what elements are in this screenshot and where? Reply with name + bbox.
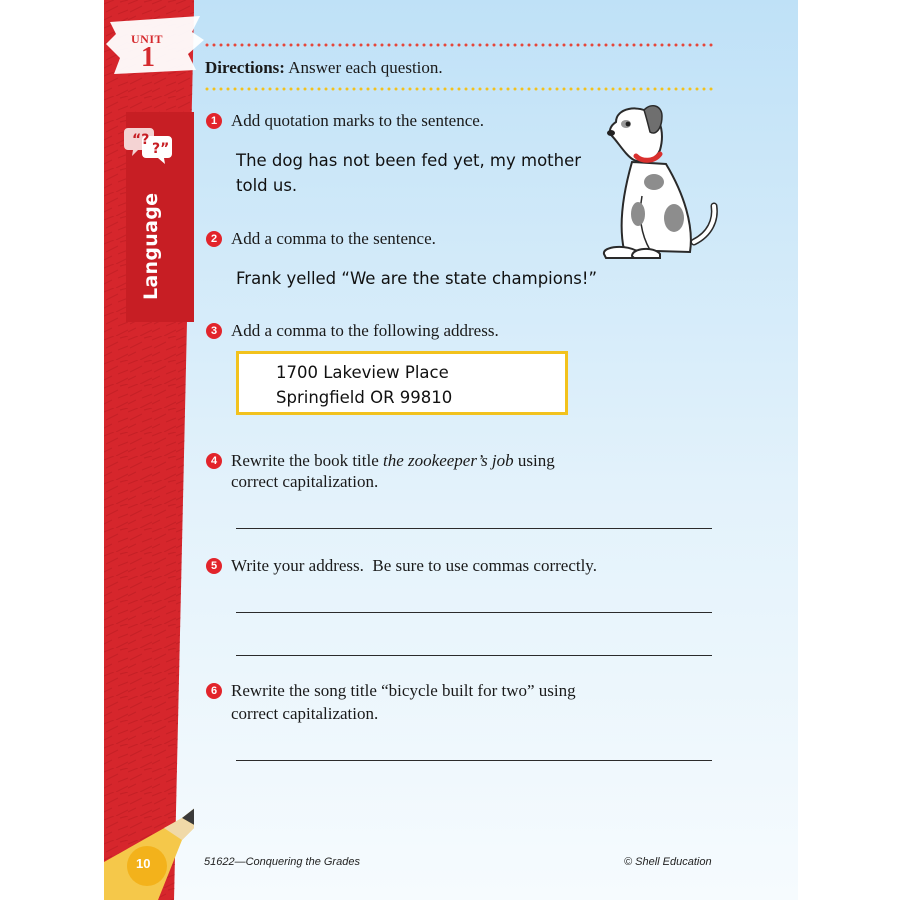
answer-line-4[interactable] [236,528,712,529]
question-3-prompt: Add a comma to the following address. [231,321,499,340]
svg-text:“?: “? [132,132,150,148]
question-4-prompt-start: Rewrite the book title [231,451,384,470]
question-6-prompt-line-2: correct capitalization. [231,704,379,723]
question-1-sentence-line-1: The dog has not been fed yet, my mother [236,151,582,170]
question-4-prompt-line-2: correct capitalization. [231,472,379,491]
question-number-6: 6 [206,683,222,699]
answer-line-5b[interactable] [236,655,712,656]
unit-label: UNIT [131,32,164,46]
answer-line-5a[interactable] [236,612,712,613]
dotted-rule-bottom [205,87,720,91]
dog-illustration [598,102,720,264]
svg-text:?”: ?” [152,141,170,157]
footer-book-title: 51622—Conquering the Grades [204,856,360,868]
question-number-4: 4 [206,453,222,469]
directions-text: Answer each question. [284,58,443,77]
question-1-sentence-line-2: told us. [236,176,298,195]
address-line-1: 1700 Lakeview Place [276,363,449,382]
address-line-2: Springfield OR 99810 [276,388,453,407]
question-number-1: 1 [206,113,222,129]
quotation-marks-speech-bubble-icon [124,124,172,164]
book-title: the zookeeper’s job [383,451,514,470]
directions [205,58,443,78]
question-2-prompt: Add a comma to the sentence. [231,229,436,248]
directions-label: Directions: [205,58,285,77]
page-number: 10 [136,856,151,871]
question-number-3: 3 [206,323,222,339]
question-number-2: 2 [206,231,222,247]
address-box [236,351,568,415]
dotted-rule-top [205,43,720,47]
question-1-prompt: Add quotation marks to the sentence. [231,111,485,130]
question-4-prompt-end: using [513,451,555,470]
question-4-prompt [231,450,555,471]
question-number-5: 5 [206,558,222,574]
question-6-prompt: Rewrite the song title “bicycle built for two” using [231,681,576,700]
answer-line-6[interactable] [236,760,712,761]
question-5-prompt: Write your address. Be sure to use commas correctly. [231,556,597,575]
footer-copyright: © Shell Education [624,856,712,868]
section-label: Language [140,192,162,300]
question-2-sentence: Frank yelled “We are the state champions!” [236,269,598,288]
unit-number: 1 [141,42,155,73]
